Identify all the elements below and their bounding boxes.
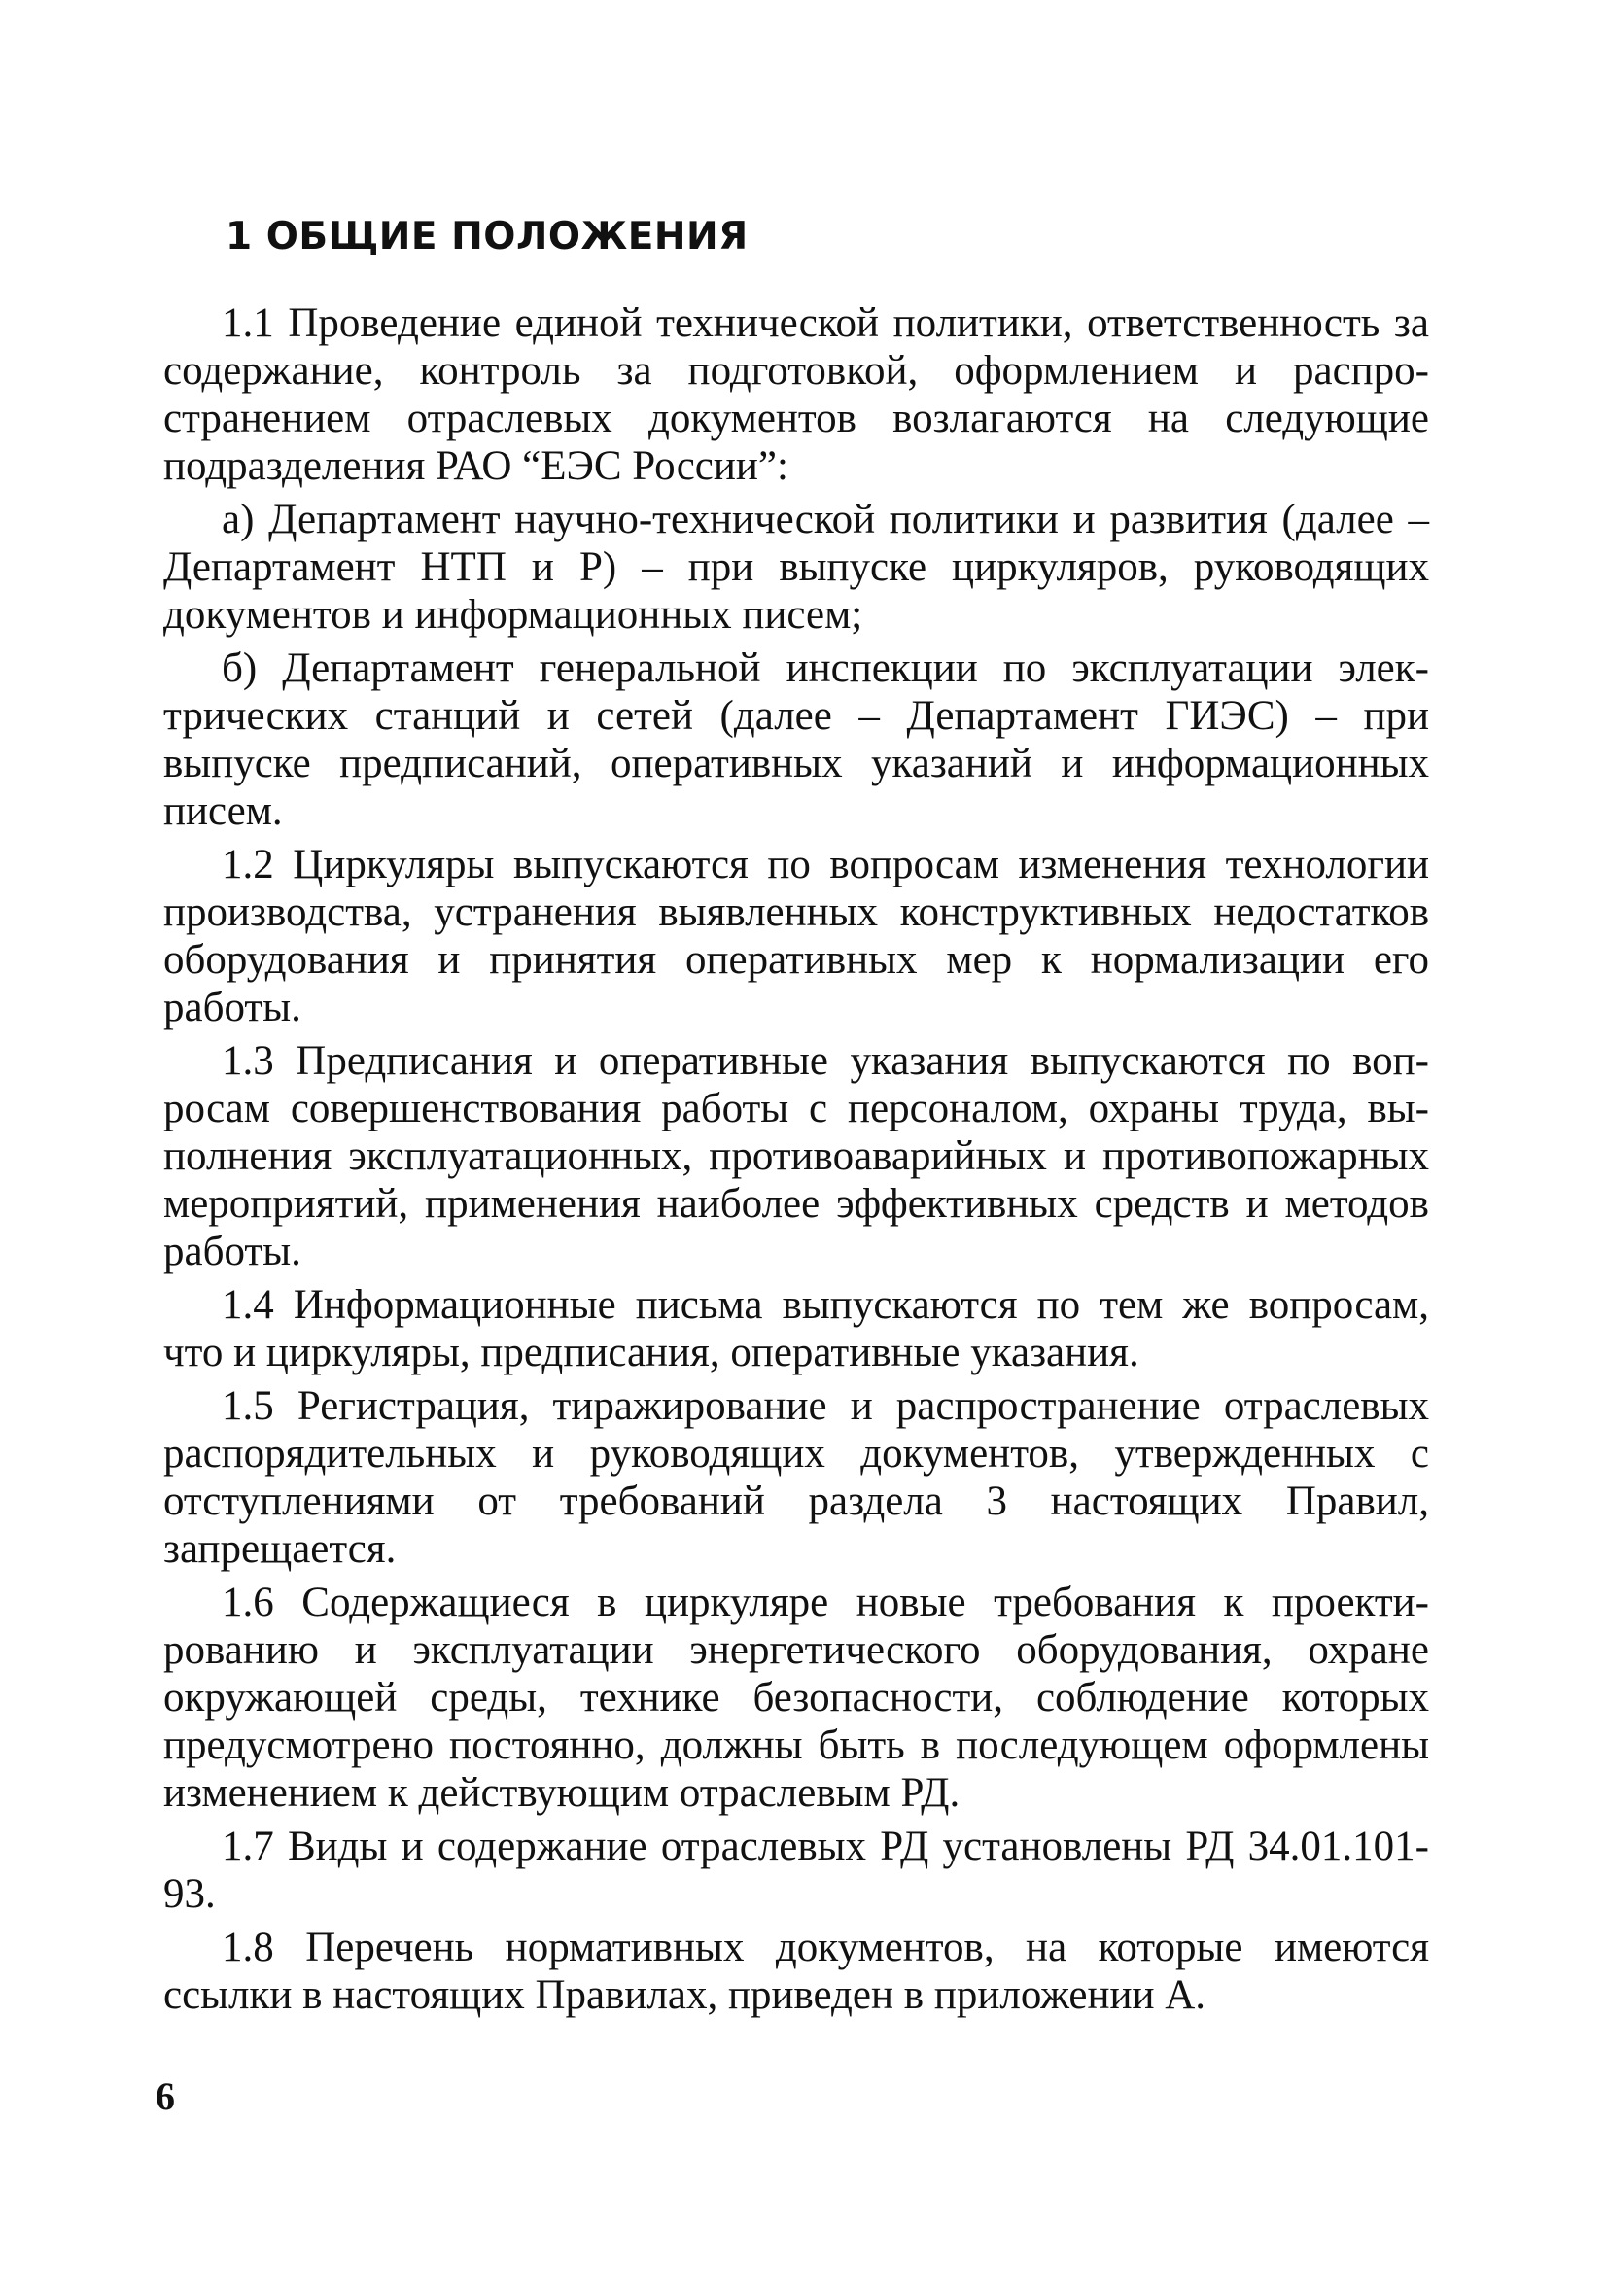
paragraph-1-6: 1.6 Содержащиеся в циркуляре новые требования к проектированию и эксплуатации энергетического оборудования, охране окружающей среды, технике безопасности, соблюдение которых предусмотрено постоянно, должны быть в последующем оформлены изменением к действующим отраслевым РД. bbox=[163, 1580, 1429, 1816]
paragraph-1-8: 1.8 Перечень нормативных документов, на которые имеются ссылки в настоящих Правилах, приведен в приложении А. bbox=[163, 1925, 1429, 2018]
paragraph-1-5: 1.5 Регистрация, тиражирование и распространение отраслевых распорядительных и руководящих документов, утвержденных с отступлениями от требований раздела 3 настоящих Правил, запрещается. bbox=[163, 1383, 1429, 1572]
paragraph-1-3: 1.3 Предписания и оперативные указания выпускаются по вопросам совершенствования работы с персоналом, охраны труда, выполнения эксплуатационных, противоаварийных и противопожарных мероприятий, применения наиболее эффективных средств и методов работы. bbox=[163, 1038, 1429, 1274]
paragraph-1-1-a: а) Департамент научно-технической политики и развития (далее – Департамент НТП и Р) – при выпуске циркуляров, руководящих документов и информационных писем; bbox=[163, 497, 1429, 638]
paragraph-1-1: 1.1 Проведение единой технической политики, ответственность за содержание, контроль за подготовкой, оформлением и распространением отраслевых документов возлагаются на следующие подразделения РАО “ЕЭС России”: bbox=[163, 300, 1429, 489]
paragraph-1-2: 1.2 Циркуляры выпускаются по вопросам изменения технологии производства, устранения выявленных конструктивных недостатков оборудования и принятия оперативных мер к нормализации его работы. bbox=[163, 842, 1429, 1030]
page-number: 6 bbox=[156, 2074, 175, 2118]
document-page bbox=[163, 216, 1429, 2025]
paragraph-1-7: 1.7 Виды и содержание отраслевых РД установлены РД 34.01.101-93. bbox=[163, 1824, 1429, 1917]
section-heading: 1 ОБЩИЕ ПОЛОЖЕНИЯ bbox=[226, 215, 749, 259]
paragraph-1-1-b: б) Департамент генеральной инспекции по эксплуатации электрических станций и сетей (далее – Департамент ГИЭС) – при выпуске предписаний, оперативных указаний и информационных писем. bbox=[163, 645, 1429, 834]
paragraph-1-4: 1.4 Информационные письма выпускаются по тем же вопросам, что и циркуляры, предписания, оперативные указания. bbox=[163, 1282, 1429, 1375]
